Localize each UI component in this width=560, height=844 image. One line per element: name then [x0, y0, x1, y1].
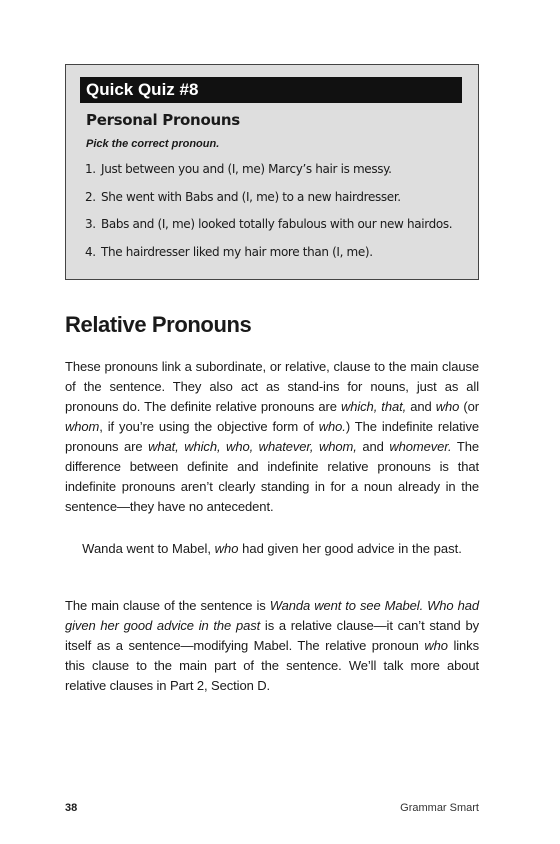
text-run: Wanda went to Mabel,: [82, 541, 215, 556]
text-run: and: [406, 399, 436, 414]
example-sentence: [65, 539, 479, 558]
italic-text-run: who: [214, 541, 239, 556]
quiz-question: [85, 245, 452, 273]
question-text: The hairdresser liked my hair more than (I, me).: [101, 244, 373, 259]
italic-text-run: who: [435, 399, 460, 414]
page-number: 38: [65, 802, 78, 814]
book-title: Grammar Smart: [400, 802, 479, 814]
italic-text-run: Wanda went to see Mabel. Who had given her good advice in the past: [65, 598, 479, 633]
text-run: The main clause of the sentence is: [65, 598, 270, 613]
text-run: links this clause to the main part of the sentence. We’ll talk more about relative clauses in Part 2, Section D.: [65, 638, 479, 693]
text-run: These pronouns link a subordinate, or relative, clause to the main clause of the sentence. They also act as stand-ins for nouns, just as all pronouns do. The definite relative pronouns are: [65, 359, 479, 414]
text-run: is a relative clause—it can’t stand by itself as a sentence—modifying Mabel. The relative pronoun: [65, 618, 479, 653]
text-run: had given her good advice in the past.: [238, 541, 462, 556]
question-text: She went with Babs and (I, me) to a new hairdresser.: [101, 189, 401, 204]
italic-text-run: whom: [65, 419, 100, 434]
question-text: Babs and (I, me) looked totally fabulous with our new hairdos.: [101, 217, 453, 231]
italic-text-run: which, that,: [340, 399, 407, 414]
text-run: and: [356, 439, 390, 454]
section-heading: Relative Pronouns: [65, 312, 252, 337]
text-run: (or: [459, 399, 479, 414]
text-run: , if you’re using the objective form of: [99, 419, 319, 434]
italic-text-run: who: [424, 638, 448, 653]
quiz-question: [85, 162, 452, 190]
quiz-instruction: Pick the correct pronoun.: [86, 138, 220, 150]
italic-text-run: whomever.: [389, 439, 452, 454]
quiz-question: [85, 217, 452, 245]
question-text: Just between you and (I, me) Marcy’s hair is messy.: [101, 162, 392, 176]
text-run: The difference between definite and indefinite relative pronouns is that indefinite pronouns aren’t clearly standing in for a noun already in the sentence—they have no antecedent.: [65, 439, 479, 514]
quiz-question: [85, 190, 452, 218]
italic-text-run: what, which, who, whatever, whom,: [148, 439, 357, 454]
body-paragraph-1: [65, 357, 479, 517]
question-number: 4.: [85, 244, 96, 259]
quick-quiz-box: [65, 64, 479, 280]
quiz-subtitle: Personal Pronouns: [86, 111, 240, 129]
quiz-header: Quick Quiz #8: [80, 77, 462, 103]
body-paragraph-2: [65, 596, 479, 696]
question-number: 2.: [85, 189, 96, 204]
quiz-question-list: [85, 162, 452, 272]
text-run: ) The indefinite relative pronouns are: [65, 419, 479, 454]
question-number: 3.: [85, 217, 96, 231]
italic-text-run: who.: [318, 419, 346, 434]
question-number: 1.: [85, 162, 96, 176]
